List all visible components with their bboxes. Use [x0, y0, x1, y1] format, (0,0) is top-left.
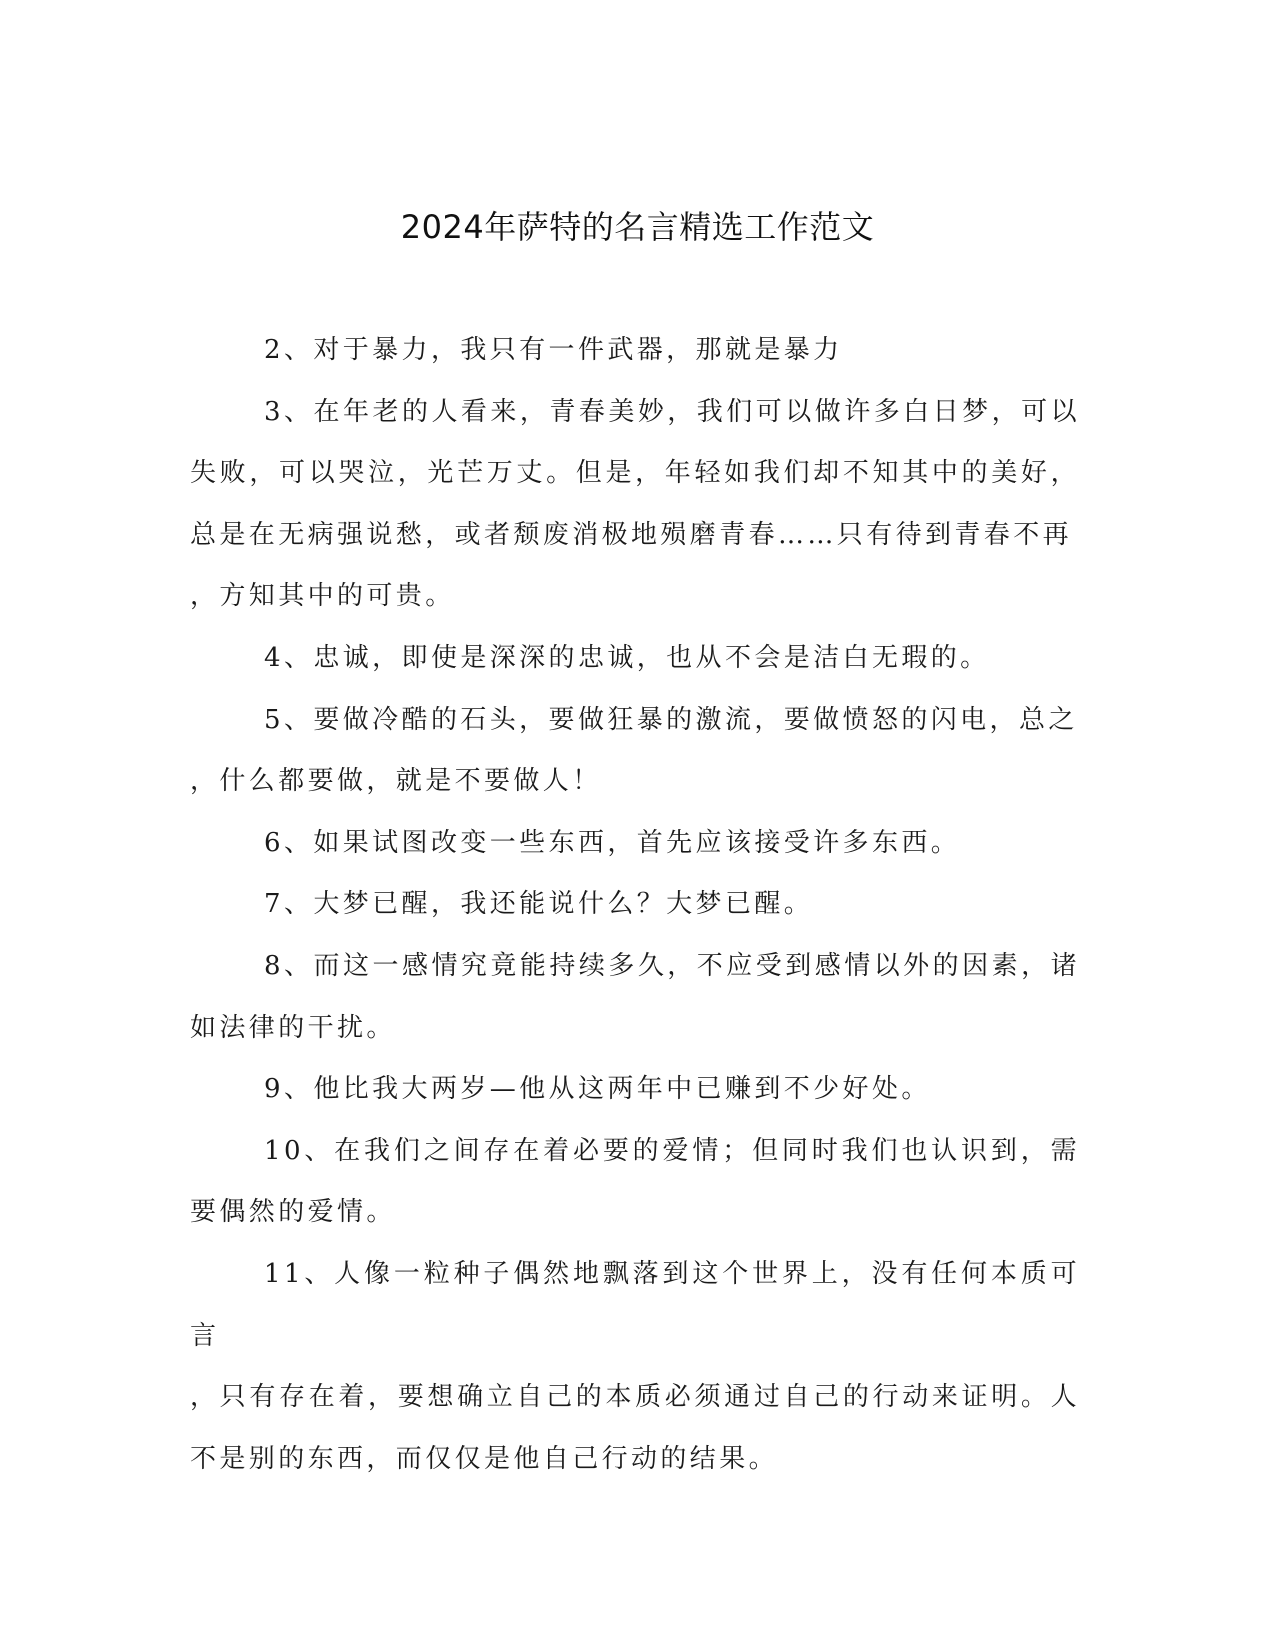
quote-paragraph-6: 6、如果试图改变一些东西，首先应该接受许多东西。 — [264, 827, 961, 858]
quote-paragraph-9: 9、他比我大两岁—他从这两年中已赚到不少好处。 — [264, 1074, 931, 1105]
quote-paragraph-8: 8、而这一感情究竟能持续多久，不应受到感情以外的因素，诸如法律的干扰。 — [190, 950, 1080, 1043]
quote-paragraph-7: 7、大梦已醒，我还能说什么？大梦已醒。 — [264, 889, 814, 920]
document-title: 2024年萨特的名言精选工作范文 — [400, 208, 875, 246]
quote-paragraph-3: 3、在年老的人看来，青春美妙，我们可以做许多白日梦，可以失败，可以哭泣，光芒万丈。但是，年轻如我们却不知其中的美好，总是在无病强说愁，或者颓废消极地殒磨青春……只有待到青春不再 ，方知其中的可贵。 — [190, 396, 1080, 612]
quote-paragraph-10: 10、在我们之间存在着必要的爱情；但同时我们也认识到，需要偶然的爱情。 — [190, 1135, 1080, 1228]
quote-paragraph-11: 11、人像一粒种子偶然地飘落到这个世界上，没有任何本质可言 ，只有存在着，要想确立自己的本质必须通过自己的行动来证明。人不是别的东西，而仅仅是他自己行动的结果。 — [190, 1258, 1080, 1474]
quote-paragraph-2: 2、对于暴力，我只有一件武器，那就是暴力 — [264, 335, 843, 365]
document-body — [190, 320, 1080, 1490]
quote-paragraph-5: 5、要做冷酷的石头，要做狂暴的激流，要做愤怒的闪电，总之 ，什么都要做，就是不要做人！ — [190, 704, 1078, 797]
quote-paragraph-4: 4、忠诚，即使是深深的忠诚，也从不会是洁白无瑕的。 — [264, 642, 990, 673]
